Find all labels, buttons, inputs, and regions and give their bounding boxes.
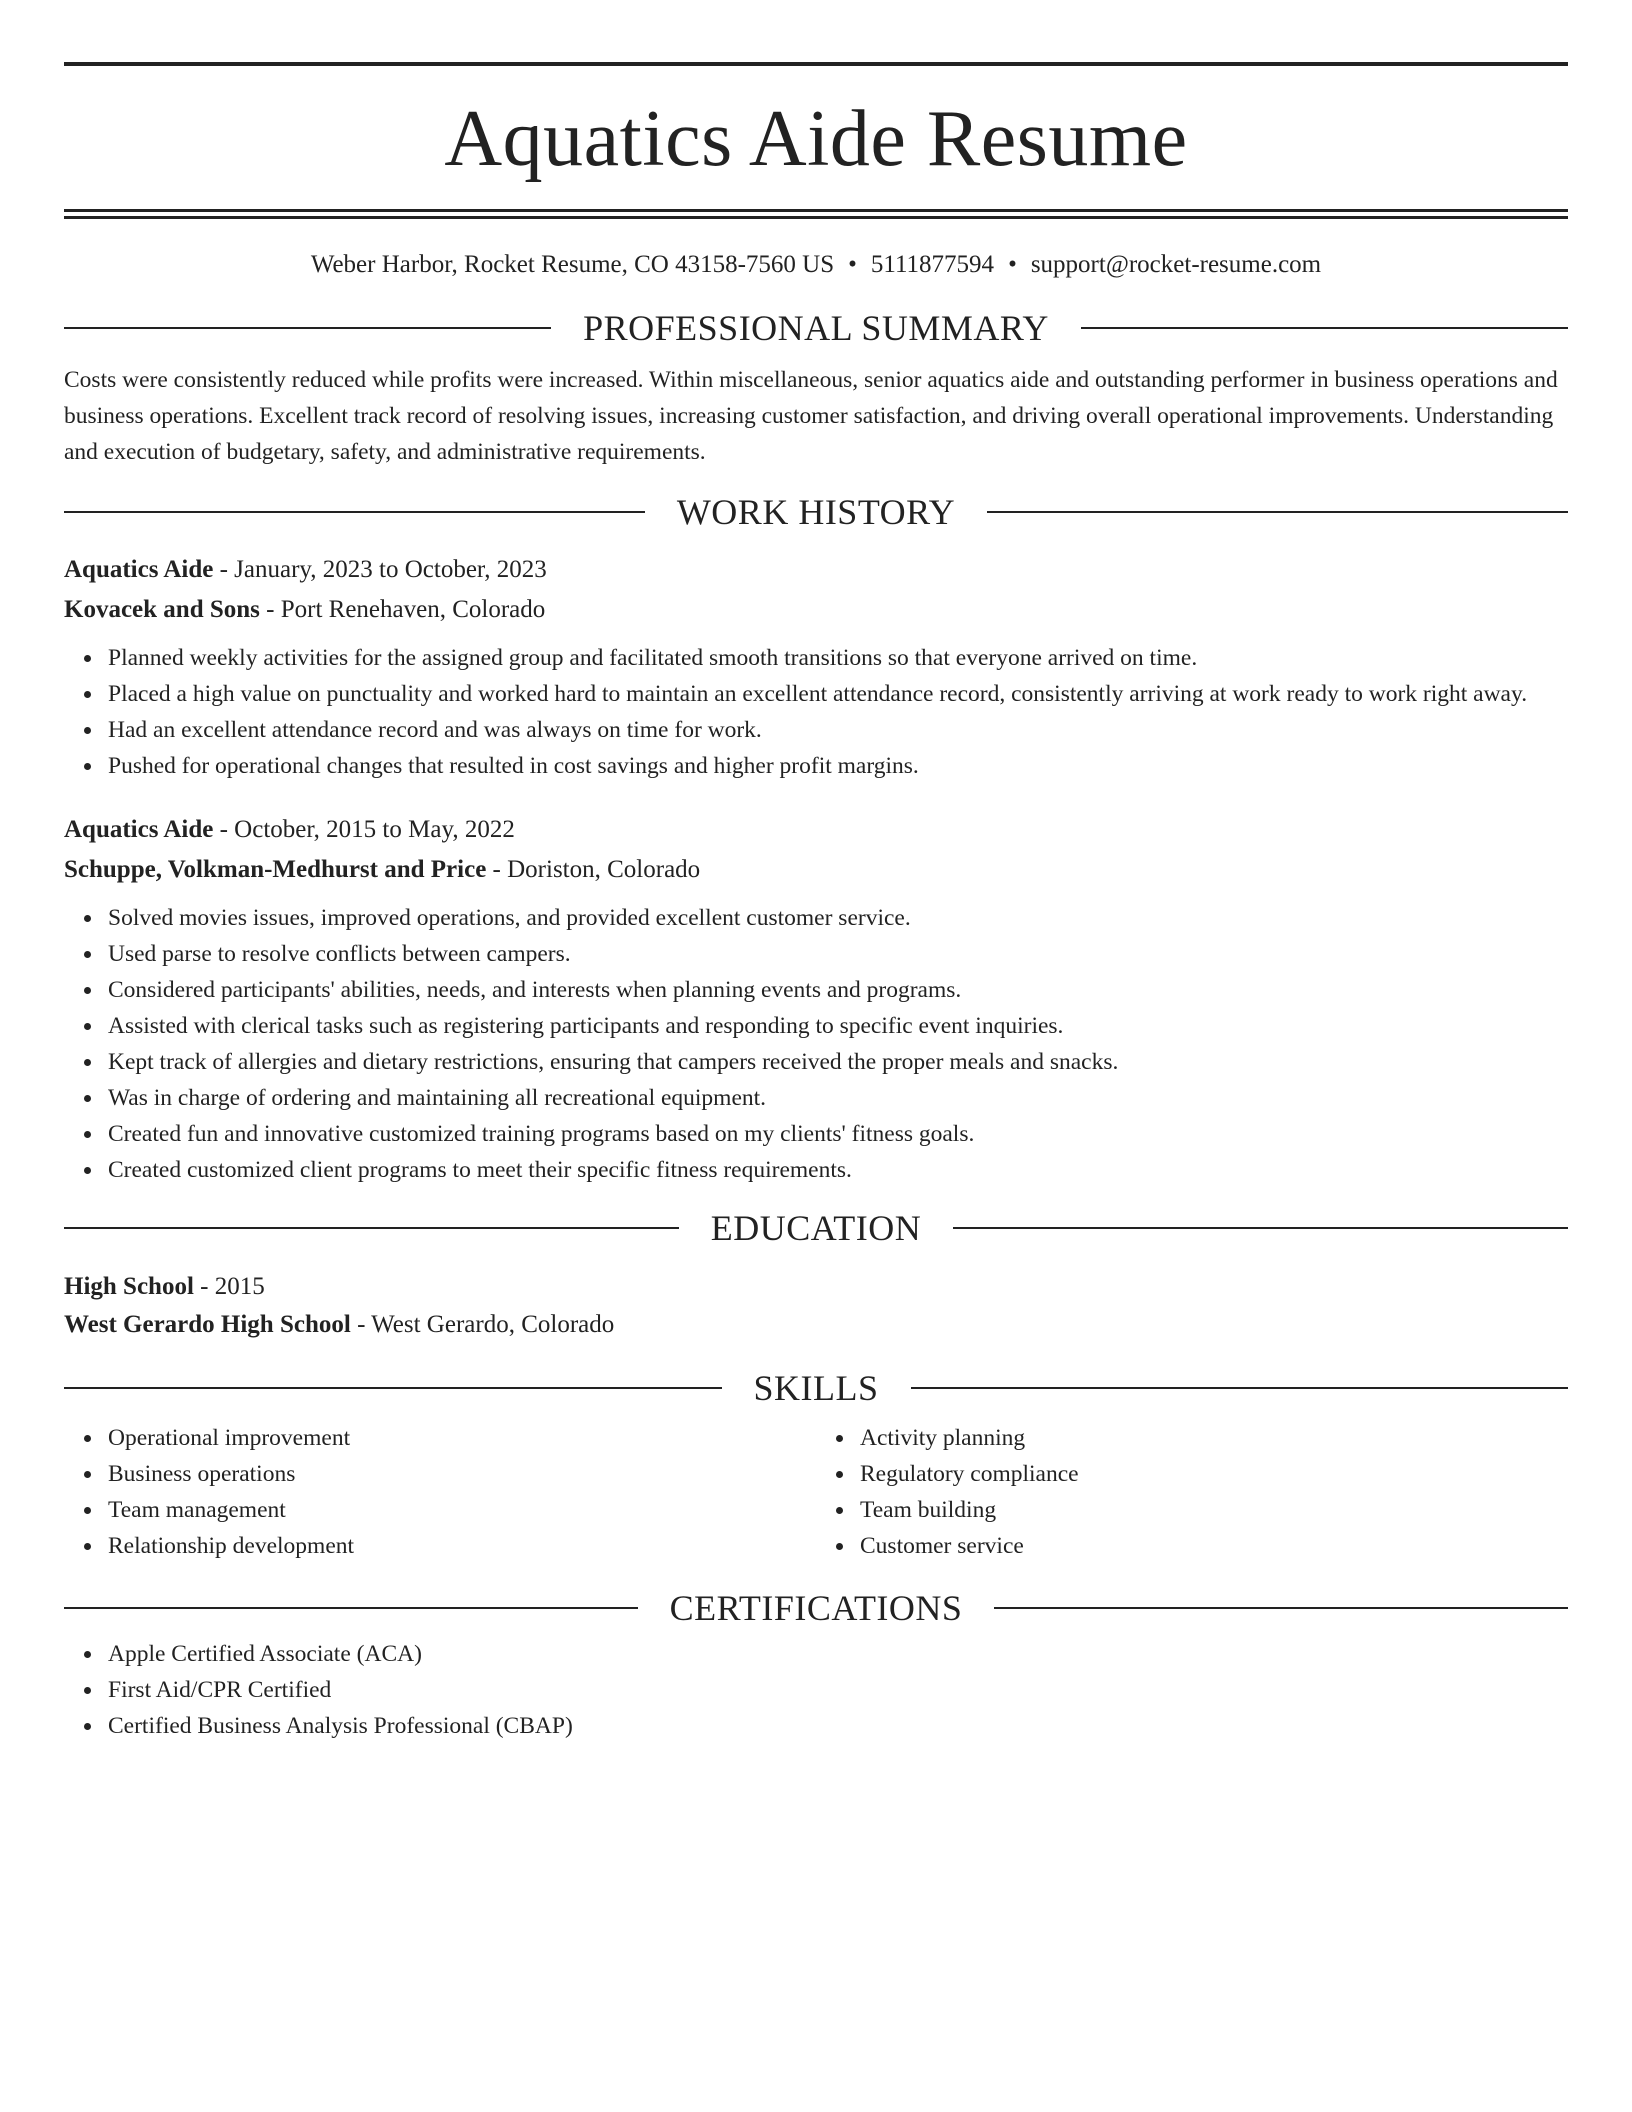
- contact-separator: •: [848, 251, 857, 278]
- list-item: Kept track of allergies and dietary restrictions, ensuring that campers received the proper meals and snacks.: [108, 1044, 1568, 1080]
- section-title-skills: SKILLS: [753, 1367, 879, 1408]
- section-header-summary: [64, 310, 1568, 346]
- job-company-line: [64, 850, 1568, 890]
- contact-line: [64, 252, 1568, 277]
- list-item: Had an excellent attendance record and was always on time for work.: [108, 712, 1568, 748]
- section-header-education: [64, 1207, 1568, 1248]
- title-double-rule: [64, 209, 1568, 219]
- top-rule: [64, 62, 1568, 66]
- skill-item: Regulatory compliance: [860, 1456, 1568, 1492]
- skill-item: Operational improvement: [108, 1420, 816, 1456]
- certification-item: Certified Business Analysis Professional (CBAP): [108, 1708, 1568, 1744]
- section-rule: [64, 1607, 638, 1609]
- list-item: Planned weekly activities for the assigned group and facilitated smooth transitions so that everyone arrived on time.: [108, 640, 1568, 676]
- skill-item: Relationship development: [108, 1528, 816, 1564]
- contact-phone: 5111877594: [870, 251, 995, 278]
- contact-address: Weber Harbor, Rocket Resume, CO 43158-7560 US: [310, 251, 835, 278]
- skill-item: Team management: [108, 1492, 816, 1528]
- list-item: Used parse to resolve conflicts between campers.: [108, 936, 1568, 972]
- contact-email: support@rocket-resume.com: [1030, 251, 1322, 278]
- education-degree: High School: [64, 1272, 194, 1300]
- section-header-work: [64, 491, 1568, 532]
- skills-list-left: [64, 1420, 816, 1564]
- job-dates: - January, 2023 to October, 2023: [213, 555, 547, 583]
- skill-item: Team building: [860, 1492, 1568, 1528]
- section-rule: [987, 511, 1568, 513]
- section-title-summary: PROFESSIONAL SUMMARY: [583, 308, 1049, 348]
- resume-title: Aquatics Aide Resume: [444, 95, 1188, 183]
- section-rule: [953, 1227, 1568, 1229]
- job-title-line: [64, 810, 1568, 850]
- section-rule: [64, 327, 551, 329]
- certifications-list: [64, 1636, 1568, 1744]
- list-item: Pushed for operational changes that resulted in cost savings and higher profit margins.: [108, 748, 1568, 784]
- education-year: - 2015: [193, 1272, 265, 1300]
- list-item: Was in charge of ordering and maintaining all recreational equipment.: [108, 1080, 1568, 1116]
- education-school: West Gerardo High School: [64, 1310, 351, 1338]
- certification-item: Apple Certified Associate (ACA): [108, 1636, 1568, 1672]
- list-item: Created customized client programs to meet their specific fitness requirements.: [108, 1152, 1568, 1188]
- section-title-certifications: CERTIFICATIONS: [669, 1587, 963, 1628]
- section-rule: [64, 511, 645, 513]
- job-dates: - October, 2015 to May, 2022: [213, 815, 515, 843]
- section-header-skills: [64, 1367, 1568, 1408]
- section-rule: [994, 1607, 1568, 1609]
- job-title: Aquatics Aide: [64, 555, 214, 583]
- job-bullets: [64, 640, 1568, 784]
- section-title-work: WORK HISTORY: [676, 491, 956, 532]
- section-title-education: EDUCATION: [710, 1207, 922, 1248]
- contact-separator: •: [1008, 251, 1017, 278]
- job-company: Schuppe, Volkman-Medhurst and Price: [64, 855, 487, 883]
- summary-text: Costs were consistently reduced while profits were increased. Within miscellaneous, senior aquatics aide and outstanding performer in business operations and business operations. Excellent track record of resolving issues, increasing customer satisfaction, and driving overall operational improvements. Understanding and execution of budgetary, safety, and administrative requirements.: [64, 367, 1558, 465]
- list-item: Assisted with clerical tasks such as registering participants and responding to specific event inquiries.: [108, 1008, 1568, 1044]
- section-rule: [911, 1387, 1569, 1389]
- certification-item: First Aid/CPR Certified: [108, 1672, 1568, 1708]
- job-company: Kovacek and Sons: [64, 595, 260, 623]
- list-item: Considered participants' abilities, needs, and interests when planning events and programs.: [108, 972, 1568, 1008]
- job-title-line: [64, 550, 1568, 590]
- job-location: - Doriston, Colorado: [486, 855, 701, 883]
- education-degree-line: [64, 1268, 1568, 1306]
- skill-item: Activity planning: [860, 1420, 1568, 1456]
- skill-item: Business operations: [108, 1456, 816, 1492]
- job-entry-1: [64, 550, 1568, 784]
- list-item: Created fun and innovative customized training programs based on my clients' fitness goals.: [108, 1116, 1568, 1152]
- skills-columns: [64, 1420, 1568, 1564]
- job-bullets: [64, 900, 1568, 1188]
- education-school-line: [64, 1306, 1568, 1344]
- job-title: Aquatics Aide: [64, 815, 214, 843]
- skills-list-right: [816, 1420, 1568, 1564]
- section-rule: [64, 1227, 679, 1229]
- job-company-line: [64, 590, 1568, 630]
- education-entry: [64, 1268, 1568, 1344]
- list-item: Placed a high value on punctuality and worked hard to maintain an excellent attendance record, consistently arriving at work ready to work right away.: [108, 676, 1568, 712]
- section-rule: [1081, 327, 1568, 329]
- job-entry-2: [64, 810, 1568, 1188]
- section-rule: [64, 1387, 722, 1389]
- education-location: - West Gerardo, Colorado: [350, 1310, 615, 1338]
- section-header-certifications: [64, 1587, 1568, 1628]
- skill-item: Customer service: [860, 1528, 1568, 1564]
- job-location: - Port Renehaven, Colorado: [259, 595, 546, 623]
- list-item: Solved movies issues, improved operations, and provided excellent customer service.: [108, 900, 1568, 936]
